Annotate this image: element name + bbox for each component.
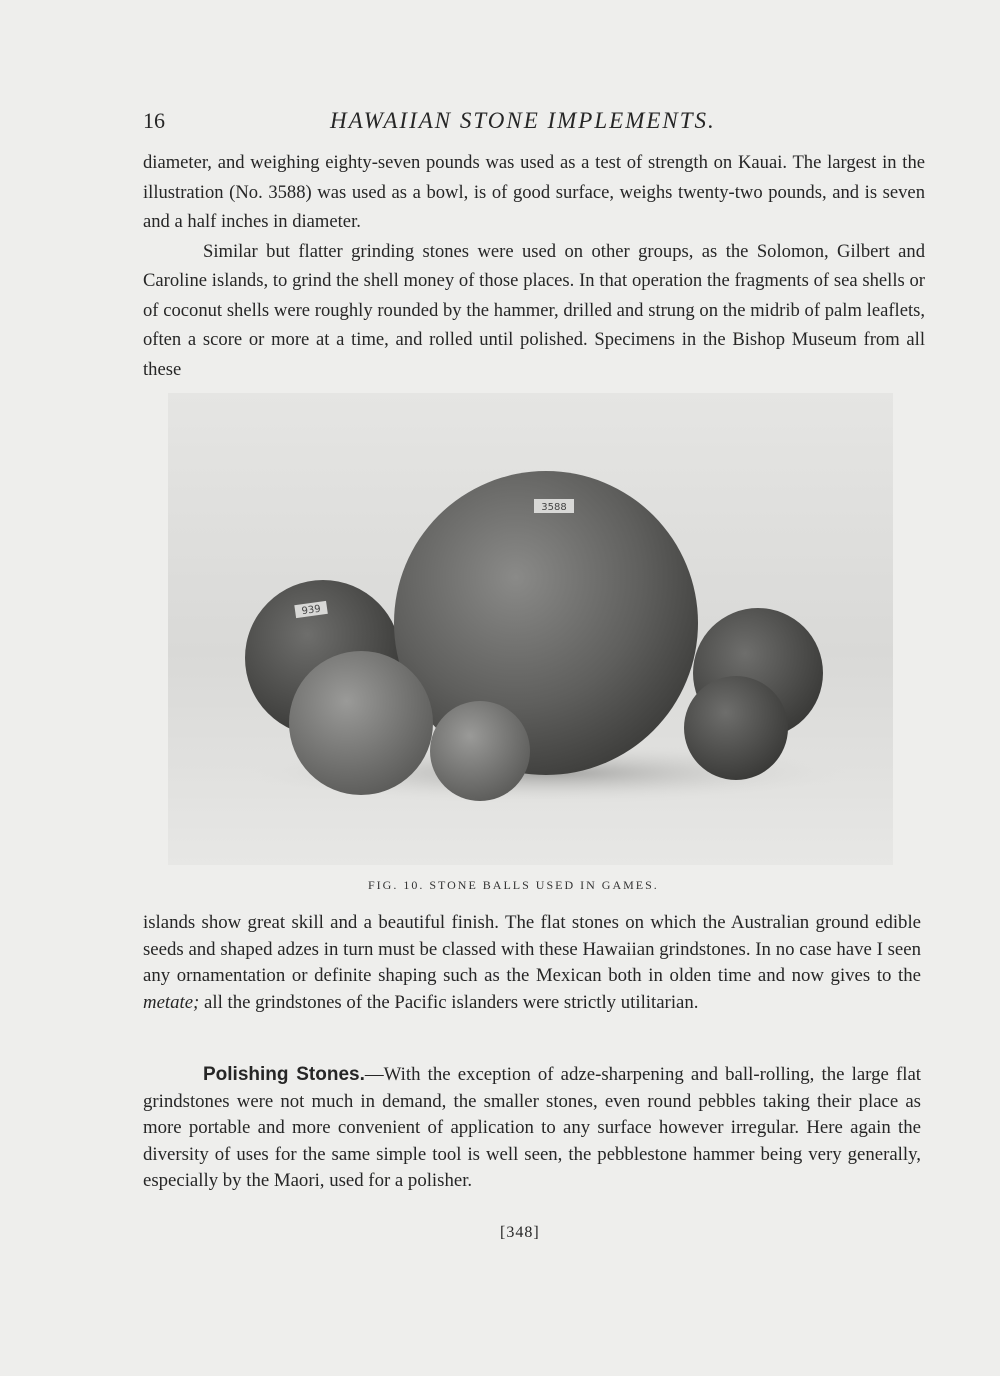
top-text-block — [143, 148, 925, 384]
label-939: 939 — [300, 603, 322, 618]
bottom-text-block — [143, 910, 921, 1016]
stone-balls-photograph — [168, 393, 893, 865]
paragraph-grinding-stones: Similar but flatter grinding stones were used on other groups, as the Solomon, Gilbert and Caroline islands, to grind the shell money of those places. In that operation the fragments of sea shells or of coconut shells were roughly rounded by the hammer, drilled and strung on the midrib of palm leaflets, often a score or more at a time, and rolled until polished. Specimens in the Bishop Museum from all these — [143, 240, 925, 380]
metate-italic: metate; — [143, 991, 200, 1013]
paragraph-continuation: diameter, and weighing eighty-seven pounds was used as a test of strength on Kauai. The largest in the illustration (No. 3588) was used as a bowl, is of good surface, weighs twenty-two pounds, and is seven and a half inches in diameter. — [143, 152, 925, 232]
paragraph-polishing-stones: Polishing Stones.—With the exception of adze-sharpening and ball-rolling, the large flat grindstones were not much in demand, the smaller stones, even round pebbles taking their place as more portable and more convenient of application to any surface however irregular. Here again the diversity of uses for the same simple tool is well seen, the pebblestone hammer being very generally, especially by the Maori, used for a polisher. — [143, 1064, 921, 1191]
page-number: 16 — [143, 108, 165, 133]
stone-ball-left-front — [289, 651, 433, 795]
stone-ball-small-center — [430, 701, 530, 801]
paragraph-islands: islands show great skill and a beautiful finish. The flat stones on which the Australian ground edible seeds and shaped adzes in turn must be classed with these Hawaiian grindstones. In no case have I seen any ornamentation or definite shaping such as the Mexican both in olden time and now gives to the metate; all the grindstones of the Pacific islanders were strictly utilitarian. — [143, 912, 921, 1013]
figure-caption: FIG. 10. STONE BALLS USED IN GAMES. — [368, 878, 659, 892]
stone-ball-right-front — [684, 676, 788, 780]
folio-number: [348] — [500, 1224, 540, 1241]
section-heading: Polishing Stones. — [203, 1064, 365, 1085]
label-3588: 3588 — [541, 502, 567, 513]
polishing-stones-section — [143, 1062, 921, 1195]
running-title: HAWAIIAN STONE IMPLEMENTS. — [330, 108, 716, 133]
